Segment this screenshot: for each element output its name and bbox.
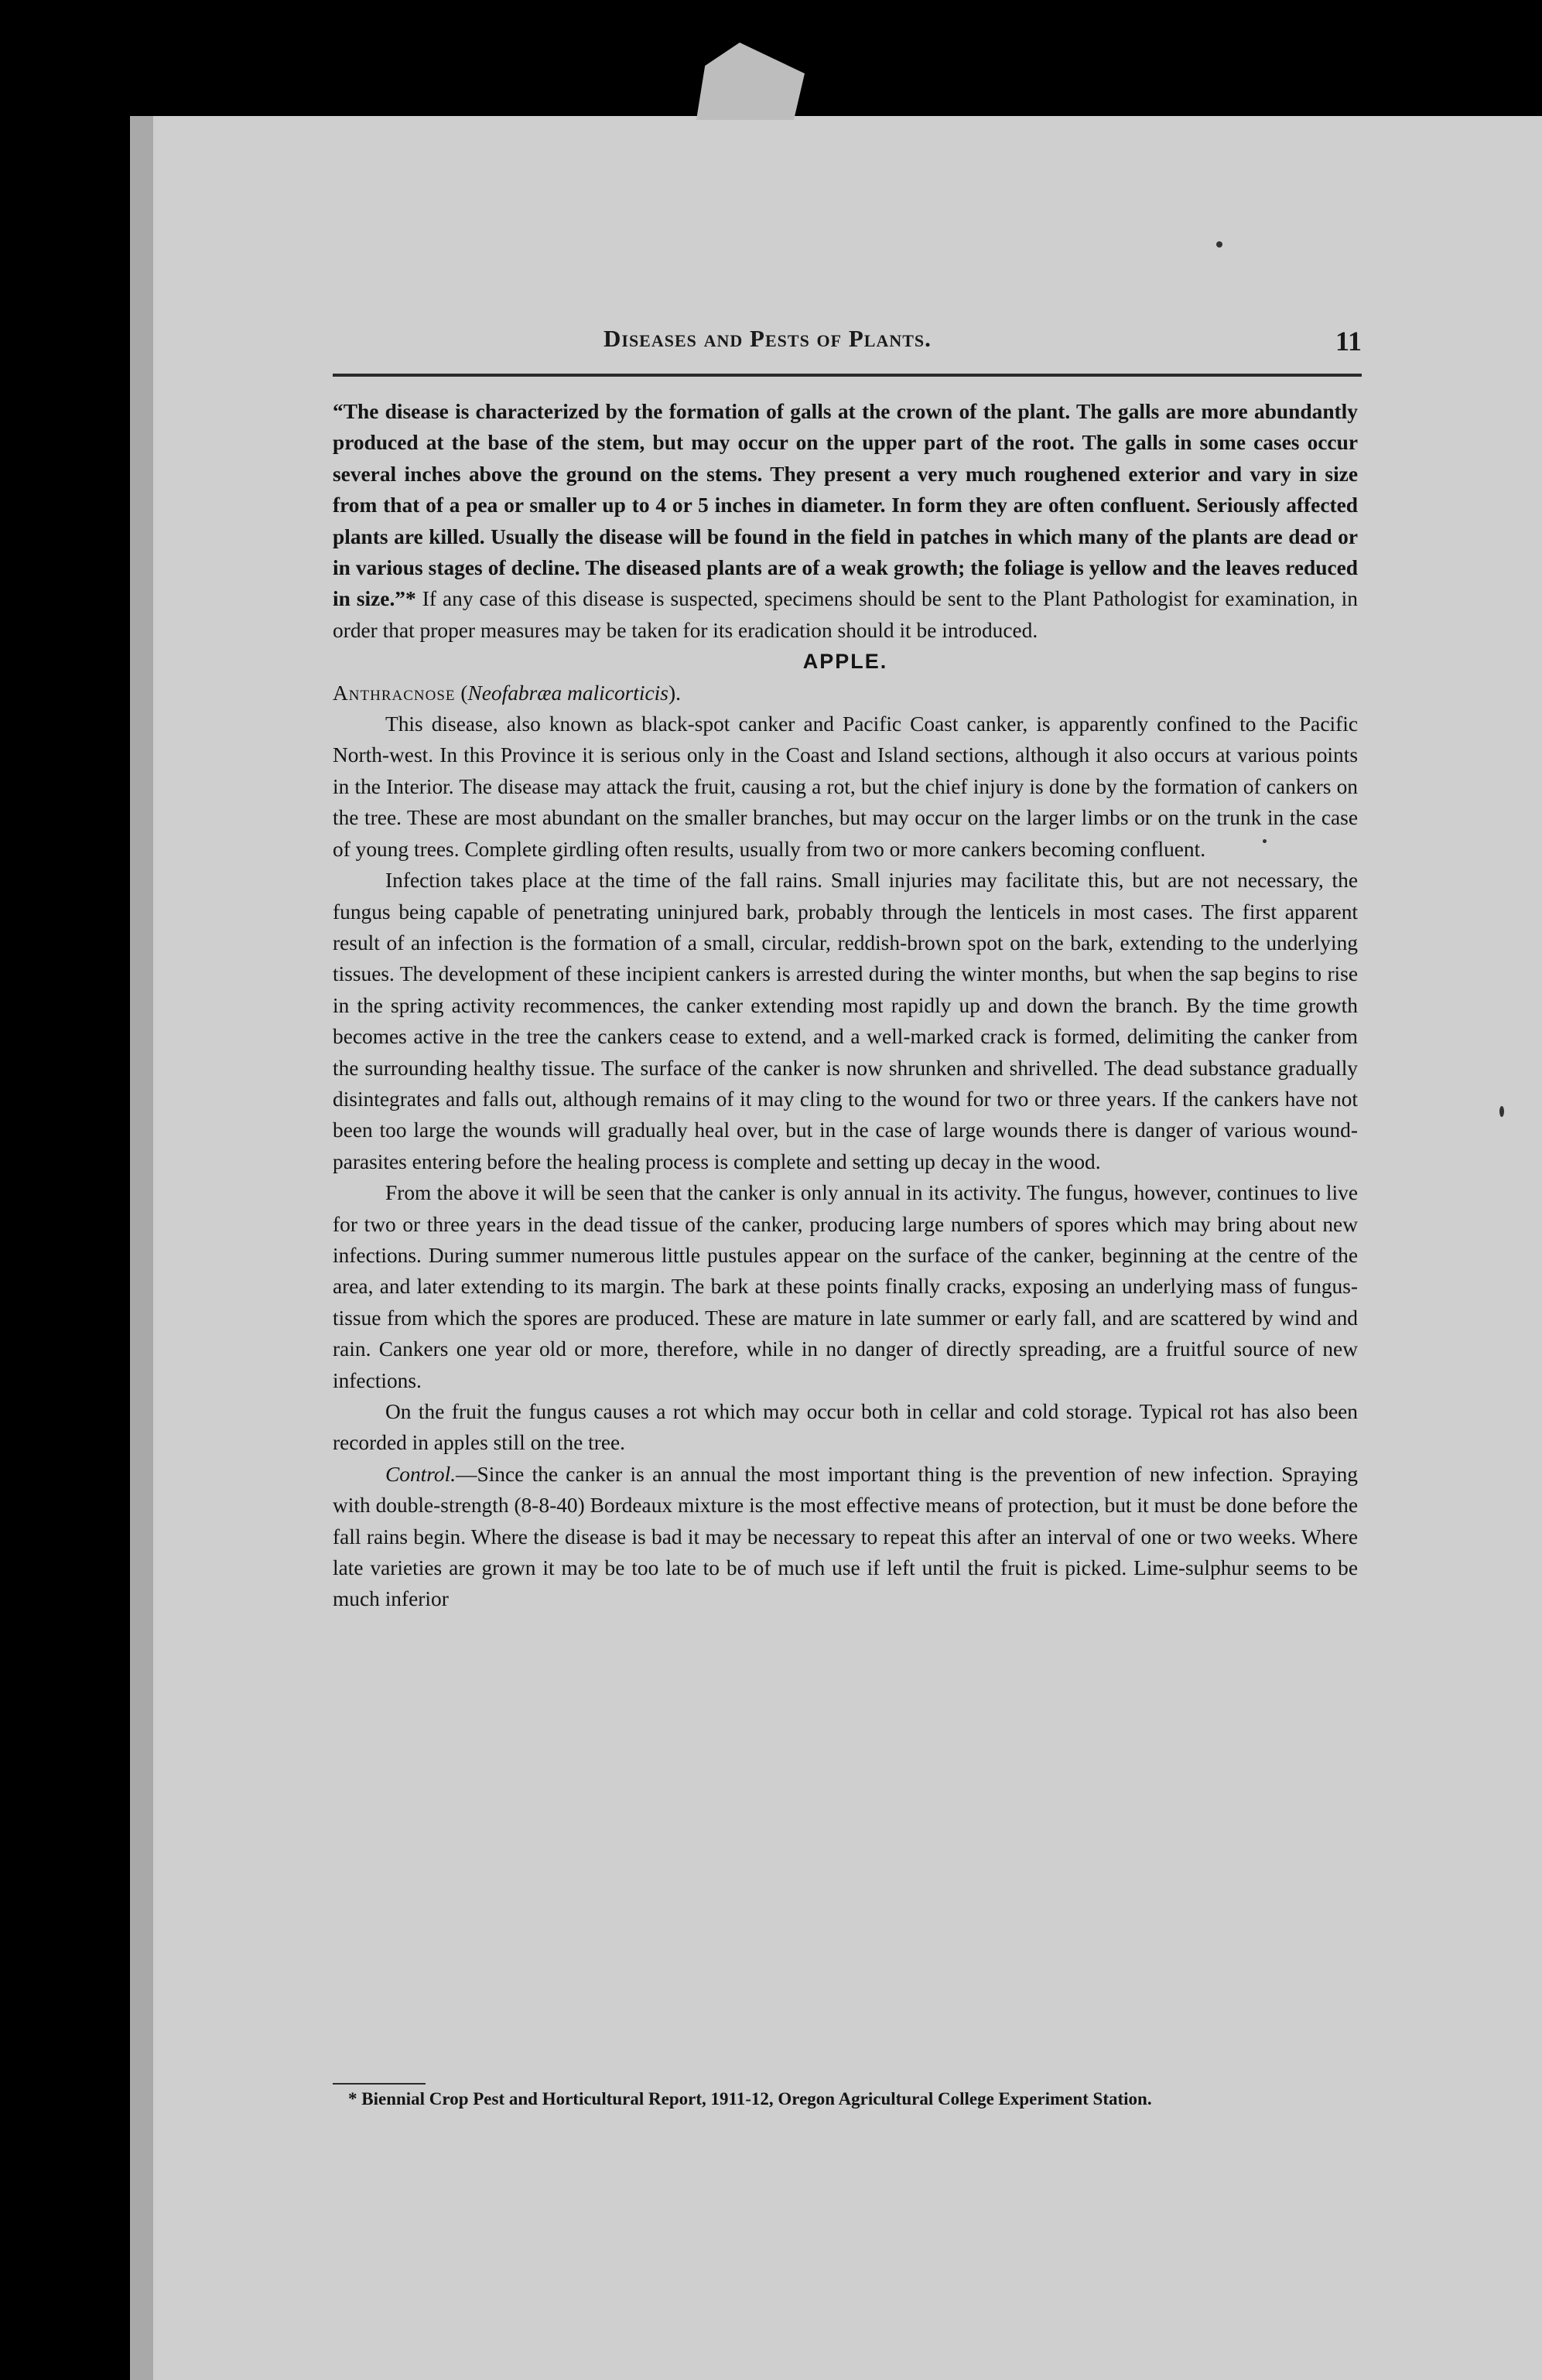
header-rule (333, 374, 1362, 377)
section-heading: APPLE. (802, 650, 888, 674)
ink-speck (1499, 1106, 1504, 1117)
page-header (333, 325, 1362, 364)
paragraph-2: Infection takes place at the time of the fall rains. Small injuries may facilitate this, but are not necessary, the fungus being capable of penetrating uninjured bark, probably through the lenticels in most cases. The first apparent result of an infection is the formation of a small, circular, reddish-brown spot on the bark, extending to the underlying tissues. The development of these incipient cankers is arrested during the winter months, but when the sap begins to rise in the spring activity recommences, the canker extending most rapidly up and down the branch. By the time growth becomes active in the tree the cankers cease to extend, and a well-marked crack is formed, delimiting the canker from the surrounding healthy tissue. The surface of the canker is now shrunken and shrivelled. The dead substance gradually disintegrates and falls out, although remains of it may cling to the wound for two or three years. If the cankers have not been too large the wounds will gradually heal over, but in the case of large wounds there is danger of various wound-parasites entering before the healing process is complete and setting up decay in the wood. (333, 869, 1358, 1173)
scientific-name: Neofabræa malicorticis (467, 681, 668, 705)
body-text (333, 396, 1358, 1615)
close-paren: ). (668, 681, 681, 705)
control-text: —Since the canker is an annual the most important thing is the prevention of new infection. Spraying with double-strength (8-8-40) Bordeaux mixture is the most effective means of protection, but it must be done before the fall rains begin. Where the disease is bad it may be necessary to repeat this after an interval of one or two weeks. Where late varieties are grown it may be too late to be of much use if left until the fruit is picked. Lime-sulphur seems to be much inferior (333, 1462, 1358, 1611)
running-head: Diseases and Pests of Plants. (603, 325, 932, 352)
paragraph-3: From the above it will be seen that the canker is only annual in its activity. The fungus, however, continues to live for two or three years in the dead tissue of the canker, producing large numbers of spores which may bring about new infections. During summer numerous little pustules appear on the surface of the canker, beginning at the centre of the area, and later extending to its margin. The bark at these points finally cracks, exposing an underlying mass of fungus-tissue from which the spores are produced. These are mature in late summer or early fall, and are scattered by wind and rain. Cankers one year old or more, therefore, while in no danger of directly spreading, are a fruitful source of new infections. (333, 1181, 1358, 1392)
open-paren: ( (455, 681, 468, 705)
control-label: Control. (385, 1462, 456, 1486)
quote-paragraph (333, 396, 1358, 646)
quote-continuation: If any case of this disease is suspected, specimens should be sent to the Plant Pathologist for examination, in order that proper measures may be taken for its eradication should it be introduced. (333, 587, 1358, 642)
page-binding-edge (130, 116, 153, 2380)
paragraph-4: On the fruit the fungus causes a rot which may occur both in cellar and cold storage. Typical rot has also been recorded in apples still on the tree. (333, 1400, 1358, 1455)
paragraph-1: This disease, also known as black-spot canker and Pacific Coast canker, is apparently confined to the Pacific North-west. In this Province it is serious only in the Coast and Island sections, although it also occurs at various points in the Interior. The disease may attack the fruit, causing a rot, but the chief injury is done by the formation of cankers on the tree. These are most abundant on the smaller branches, but may occur on the larger limbs or on the trunk in the case of young trees. Complete girdling often results, usually from two or more cankers becoming confluent. (333, 712, 1358, 861)
page-number: 11 (1335, 326, 1362, 357)
paragraph-control (333, 1459, 1358, 1615)
footnote: * Biennial Crop Pest and Horticultural Report, 1911-12, Oregon Agricultural College Experiment Station. (348, 2089, 1152, 2109)
footnote-rule (333, 2083, 426, 2085)
ink-speck (1216, 241, 1222, 248)
disease-name: Anthracnose (333, 681, 456, 705)
disease-heading (333, 678, 1358, 709)
quoted-text: “The disease is characterized by the formation of galls at the crown of the plant. The galls are more abundantly produced at the base of the stem, but may occur on the upper part of the root. The galls in some cases occur several inches above the ground on the stems. They present a very much roughened exterior and vary in size from that of a pea or smaller up to 4 or 5 inches in diameter. In form they are often confluent. Seriously affected plants are killed. Usually the disease will be found in the field in patches in which many of the plants are dead or in various stages of decline. The diseased plants are of a weak growth; the foliage is yellow and the leaves reduced in size.”* (333, 400, 1358, 611)
